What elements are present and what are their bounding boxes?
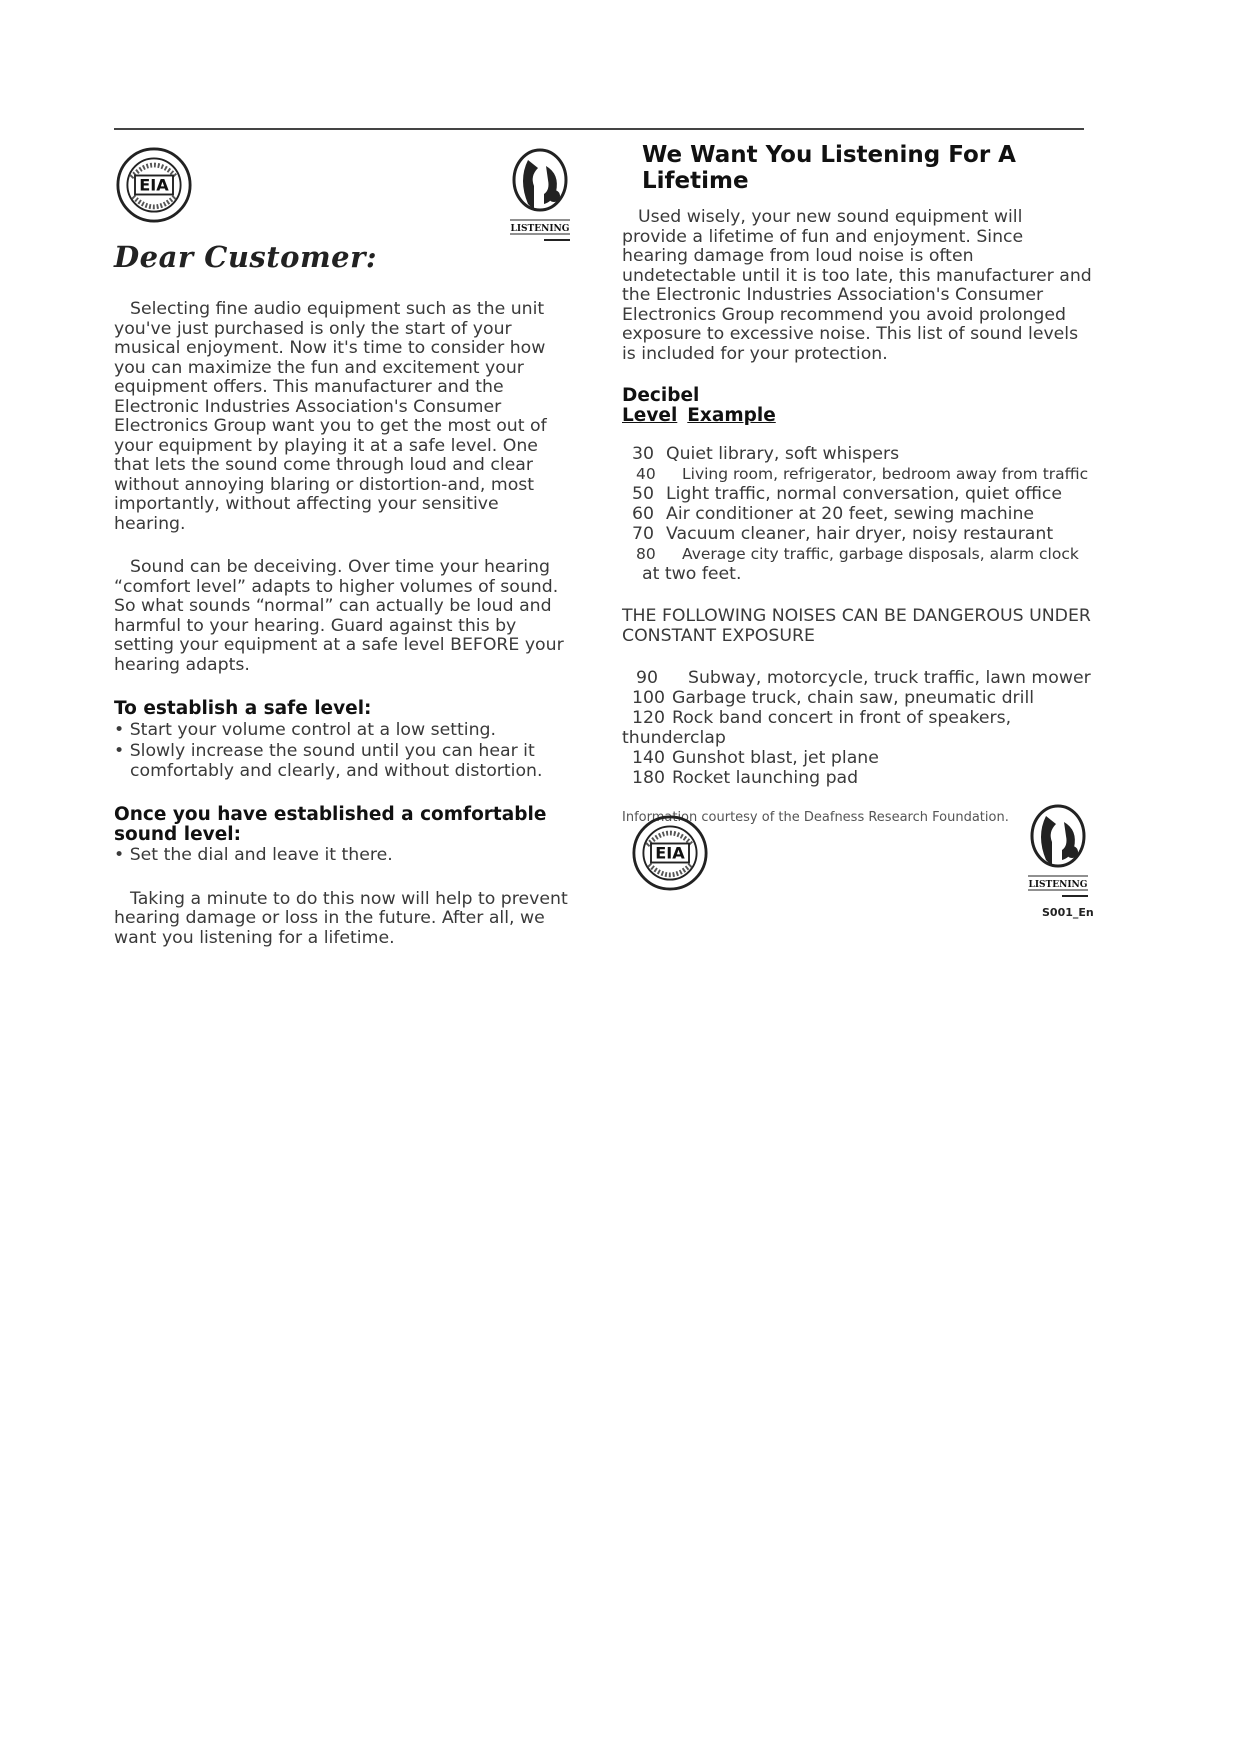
db-row: [632, 768, 1092, 788]
db-row: [632, 544, 1092, 564]
eia-logo-icon: [116, 147, 192, 223]
db-example: Living room, refrigerator, bedroom away from traffic: [682, 465, 1089, 483]
listening-logo-icon: [504, 146, 576, 246]
db-value: 50: [632, 484, 654, 504]
db-example: Average city traffic, garbage disposals, alarm clock: [682, 545, 1079, 563]
db-row: [632, 688, 1092, 708]
db-example: Air conditioner at 20 feet, sewing machine: [666, 504, 1035, 524]
db-row: [632, 504, 1092, 524]
protection-paragraph-text: Used wisely, your new sound equipment will provide a lifetime of fun and enjoyment. Since hearing damage from loud noise is often undetectable until it is too late, this manufacturer and the Electronic Industries Association's Consumer Electronics Group recommend you avoid prolonged exposure to excessive noise. This list of sound levels is included for your protection.: [622, 207, 1092, 364]
closing-paragraph: [114, 890, 574, 949]
listening-logo-bottom-text: LISTENING: [1028, 880, 1088, 890]
db-value: 80: [636, 545, 656, 563]
document-code: S001_En: [1042, 906, 1094, 919]
salutation: Dear Customer:: [114, 240, 378, 274]
db-example: Rocket launching pad: [672, 768, 859, 788]
db-row: [632, 464, 1092, 484]
eia-logo-text: EIA: [139, 175, 169, 195]
comfort-bullet: [114, 846, 574, 866]
db-example: Light traffic, normal conversation, quiet office: [666, 484, 1063, 504]
db-example: Gunshot blast, jet plane: [672, 748, 879, 768]
deceiving-paragraph-text: Sound can be deceiving. Over time your hearing “comfort level” adapts to higher volumes of sound. So what sounds “normal” can actually be loud and harmful to your hearing. Guard against this by setting your equipment at a safe level BEFORE your hearing adapts.: [114, 557, 564, 675]
protection-paragraph: [622, 208, 1092, 364]
comfort-heading: Once you have established a comfortable sound level:: [114, 804, 547, 845]
closing-paragraph-text: Taking a minute to do this now will help to prevent hearing damage or loss in the future. After all, we want you listening for a lifetime.: [114, 888, 568, 948]
db-example: Quiet library, soft whispers: [666, 444, 900, 464]
db-value: 60: [632, 504, 654, 524]
credit-note: Information courtesy of the Deafness Research Foundation.: [622, 810, 1009, 825]
db-value: 70: [632, 524, 654, 544]
db-example: Subway, motorcycle, truck traffic, lawn mower: [688, 668, 1091, 688]
db-row: [632, 668, 1092, 688]
bullet-text: Set the dial and leave it there.: [129, 845, 393, 865]
safe-level-bullet: [114, 721, 574, 741]
example-header: Example: [687, 405, 776, 426]
deceiving-paragraph: [114, 558, 574, 675]
safe-levels-list: [622, 444, 1092, 584]
listening-logo-bottom-icon: [1022, 802, 1094, 902]
bullet-text: Slowly increase the sound until you can hear it comfortably and clearly, and without distortion.: [129, 741, 543, 781]
db-example: Rock band concert in front of speakers,: [672, 708, 1012, 728]
bullet-dot: •: [114, 741, 125, 761]
decibel-table-header: [622, 386, 1092, 426]
dangerous-levels-list: [622, 668, 1092, 788]
db-row: [632, 444, 1092, 464]
db-row: [632, 484, 1092, 504]
bullet-dot: •: [114, 845, 125, 865]
intro-paragraph: [114, 300, 574, 534]
db-value: 120: [632, 708, 665, 728]
right-column: [622, 142, 1092, 825]
db-value: 140: [632, 748, 665, 768]
db-value: 30: [632, 444, 654, 464]
intro-paragraph-text: Selecting fine audio equipment such as the unit you've just purchased is only the start of your musical enjoyment. Now it's time to consider how you can maximize the fun and excitement your equipment offers. This manufacturer and the Electronic Industries Association's Consumer Electronics Group want you to get the most out of your equipment by playing it at a safe level. One that lets the sound come through loud and clear without annoying blaring or distortion-and, most importantly, without affecting your sensitive hearing.: [114, 299, 547, 534]
left-column: [114, 240, 574, 972]
top-rule: [114, 128, 1084, 130]
db-row: [632, 708, 1092, 728]
bullet-text: Start your volume control at a low setting.: [129, 719, 497, 740]
eia-logo-bottom-text: EIA: [655, 843, 685, 863]
danger-warning: THE FOLLOWING NOISES CAN BE DANGEROUS UNDER CONSTANT EXPOSURE: [622, 606, 1091, 646]
db-value: 100: [632, 688, 665, 708]
level-header: Level: [622, 405, 678, 426]
db-row-continuation: at two feet.: [642, 564, 742, 584]
decibel-header: Decibel: [622, 385, 700, 406]
db-value: 40: [636, 465, 656, 483]
db-row: [632, 524, 1092, 544]
db-row-continuation: thunderclap: [622, 728, 726, 748]
db-value: 180: [632, 768, 665, 788]
bullet-dot: •: [114, 719, 125, 740]
safe-level-bullet: [114, 742, 574, 781]
db-value: 90: [636, 668, 658, 688]
eia-logo-bottom-icon: [632, 815, 708, 891]
listening-logo-text: LISTENING: [510, 224, 570, 234]
section-title: We Want You Listening For A Lifetime: [642, 142, 1016, 194]
db-row: [632, 748, 1092, 768]
db-example: Garbage truck, chain saw, pneumatic drill: [672, 688, 1035, 708]
db-example: Vacuum cleaner, hair dryer, noisy restaurant: [666, 524, 1054, 544]
safe-level-heading: To establish a safe level:: [114, 698, 372, 719]
